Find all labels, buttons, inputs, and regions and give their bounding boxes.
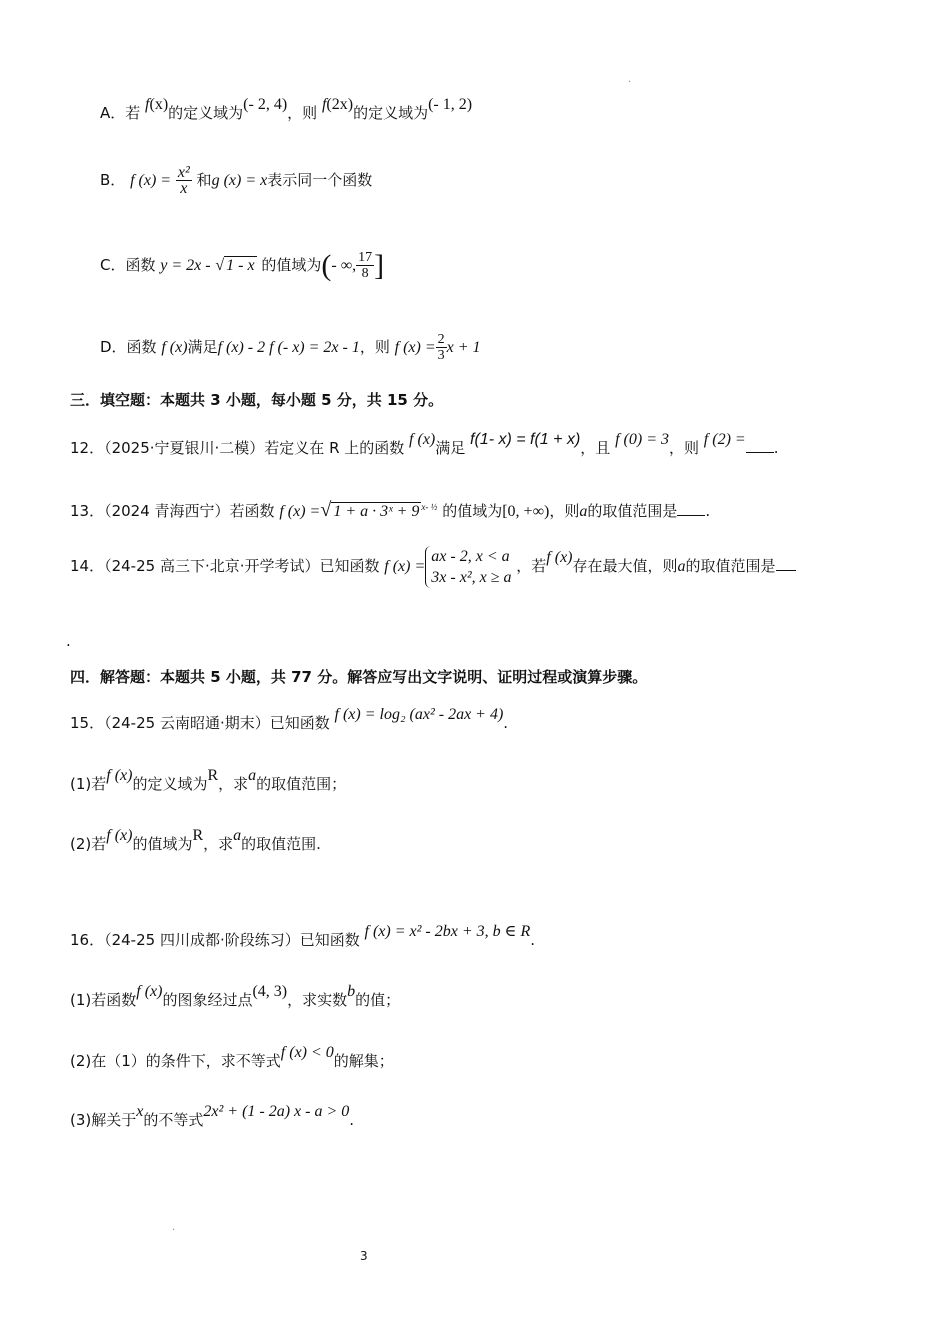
section-4-heading: 四．解答题：本题共 5 小题，共 77 分。解答应写出文字说明、证明过程或演算步骤。 <box>70 668 648 686</box>
question-16-part-1: (1)若函数f (x)的图象经过点(4, 3)，求实数b的值； <box>70 983 401 1009</box>
section-3-heading: 三．填空题：本题共 3 小题，每小题 5 分，共 15 分。 <box>70 391 444 409</box>
question-16: 16．（24-25 四川成都·阶段练习）已知函数 f (x) = x² - 2bx + 3, b ∈ R. <box>70 923 536 949</box>
decorative-dot: . <box>172 1222 176 1233</box>
option-b: B． f (x) = $\frac{\text{x²}}{x}$ 和g (x) = x表示同一个函数 <box>100 164 373 197</box>
answer-blank[interactable] <box>776 556 796 571</box>
page-number: 3 <box>360 1249 368 1263</box>
question-16-part-2: (2)在（1）的条件下，求不等式f (x) < 0的解集； <box>70 1044 394 1070</box>
question-16-part-3: (3)解关于x的不等式2x² + (1 - 2a) x - a > 0. <box>70 1103 355 1129</box>
option-a: A．若 f(x)的定义域为(- 2, 4)，则 f(2x)的定义域为(- 1, 2) <box>100 96 473 122</box>
piecewise-cases: ax - 2, x < a 3x - x², x ≥ a <box>425 546 511 588</box>
fraction: $\frac{17}{8}$ <box>358 250 373 281</box>
answer-blank[interactable] <box>746 438 774 453</box>
decorative-dot: . <box>628 74 632 85</box>
question-14: 14．（24-25 高三下·北京·开学考试）已知函数 f (x) = ax - 2, x < a 3x - x², x ≥ a ，若f (x)存在最大值，则a的取值范围是 <box>70 544 796 589</box>
question-13: 13．（2024 青海西宁）若函数 f (x) =√ 1 + a · 3ˣ + 9 $^{x- \frac{1}{2}}$ 的值域为[0, +∞)，则a的取值范围是 . <box>70 499 711 521</box>
question-15-part-1: (1)若f (x)的定义域为R，求a的取值范围； <box>70 767 347 793</box>
answer-blank[interactable] <box>677 501 705 516</box>
question-14-continuation: . <box>66 632 71 650</box>
fraction: $\frac{2}{3}$ <box>437 332 445 363</box>
question-15: 15．（24-25 云南昭通·期末）已知函数 f (x) = log₂ (ax² - 2ax + 4). <box>70 706 509 732</box>
fraction: $\frac{\text{x²}}{x}$ <box>177 164 190 197</box>
question-12: 12．（2025·宁夏银川·二模）若定义在 R 上的函数 f (x)满足 f(1- x) = f(1 + x)，且 f (0) = 3，则 f (2) = . <box>70 431 779 457</box>
option-d: D．函数 f (x)满足f (x) - 2 f (- x) = 2x - 1，则 f (x) = $\frac{2}{3}$ x + 1 <box>100 332 481 363</box>
question-15-part-2: (2)若f (x)的值域为R，求a的取值范围. <box>70 827 321 853</box>
option-c: C．函数 y = 2x - √ 1 - x 的值域为(- ∞, $\frac{17}{8}$ ] <box>100 248 385 282</box>
